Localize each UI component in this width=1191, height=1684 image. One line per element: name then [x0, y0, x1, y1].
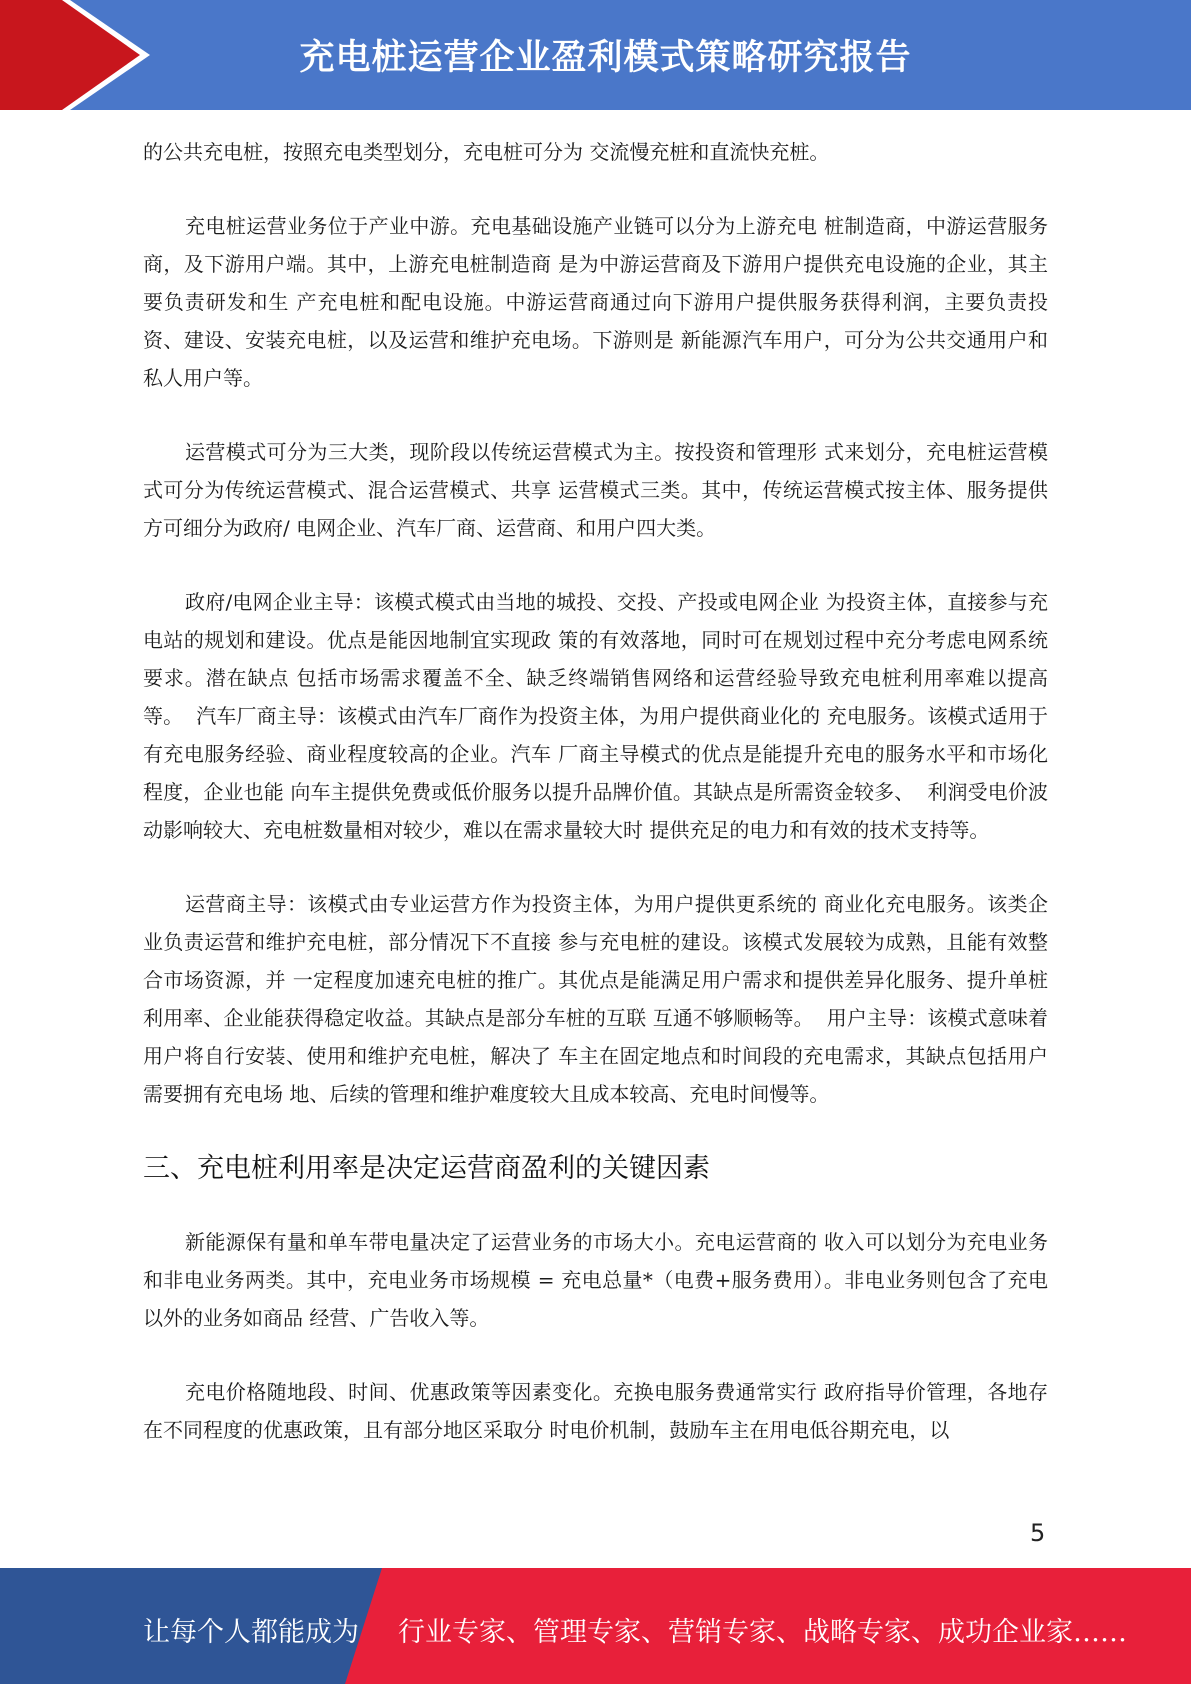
page-footer [0, 1568, 1191, 1684]
paragraph-1: 的公共充电桩，按照充电类型划分，充电桩可分为 交流慢充桩和直流快充桩。 [143, 140, 830, 164]
section-heading: 三、充电桩利用率是决定运营商盈利的关键因素 [143, 1153, 710, 1184]
page-number: 5 [1030, 1519, 1046, 1547]
paragraph-6: 新能源保有量和单车带电量决定了运营业务的市场大小。充电运营商的 收入可以划分为充电业务和非电业务两类。其中，充电业务市场规模 = 充电总量*（电费+服务费用）。非电业务则包含了充电以外的业务如商品 经营、广告收入等。 [143, 1230, 1048, 1330]
paragraph-4: 政府/电网企业主导：该模式模式由当地的城投、交投、产投或电网企业 为投资主体，直接参与充电站的规划和建设。优点是能因地制宜实现政 策的有效落地，同时可在规划过程中充分考虑电网系统要求。潜在缺点 包括市场需求覆盖不全、缺乏终端销售网络和运营经验导致充电桩利用率难以提高等。 汽车厂商主导：该模式由汽车厂商作为投资主体，为用户提供商业化的 充电服务。该模式适用于有充电服务经验、商业程度较高的企业。汽车 厂商主导模式的优点是能提升充电的服务水平和市场化程度，企业也能 向车主提供免费或低价服务以提升品牌价值。其缺点是所需资金较多、 利润受电价波动影响较大、充电桩数量相对较少，难以在需求量较大时 提供充足的电力和有效的技术支持等。 [143, 590, 1048, 842]
report-title: 充电桩运营企业盈利模式策略研究报告 [299, 38, 912, 78]
paragraph-3: 运营模式可分为三大类，现阶段以传统运营模式为主。按投资和管理形 式来划分，充电桩运营模式可分为传统运营模式、混合运营模式、共享 运营模式三类。其中，传统运营模式按主体、服务提供方可细分为政府/ 电网企业、汽车厂商、运营商、和用户四大类。 [143, 440, 1048, 540]
paragraph-5: 运营商主导：该模式由专业运营方作为投资主体，为用户提供更系统的 商业化充电服务。该类企业负责运营和维护充电桩，部分情况下不直接 参与充电桩的建设。该模式发展较为成熟，且能有效整合市场资源，并 一定程度加速充电桩的推广。其优点是能满足用户需求和提供差异化服务、提升单桩利用率、企业能获得稳定收益。其缺点是部分车桩的互联 互通不够顺畅等。 用户主导：该模式意味着用户将自行安装、使用和维护充电桩，解决了 车主在固定地点和时间段的充电需求，其缺点包括用户需要拥有充电场 地、后续的管理和维护难度较大且成本较高、充电时间慢等。 [143, 892, 1048, 1106]
footer-slogan-right: 行业专家、管理专家、营销专家、战略专家、成功企业家…… [398, 1617, 1127, 1648]
document-body [143, 133, 1048, 1485]
paragraph-2: 充电桩运营业务位于产业中游。充电基础设施产业链可以分为上游充电 桩制造商，中游运营服务商，及下游用户端。其中，上游充电桩制造商 是为中游运营商及下游用户提供充电设施的企业，其主要负责研发和生 产充电桩和配电设施。中游运营商通过向下游用户提供服务获得利润，主要负责投资、建设、安装充电桩，以及运营和维护充电场。下游则是 新能源汽车用户，可分为公共交通用户和私人用户等。 [143, 214, 1048, 390]
paragraph-7: 充电价格随地段、时间、优惠政策等因素变化。充换电服务费通常实行 政府指导价管理，各地存在不同程度的优惠政策，且有部分地区采取分 时电价机制，鼓励车主在用电低谷期充电，以 [143, 1380, 1048, 1442]
page-header [0, 0, 1191, 110]
footer-slogan-left: 让每个人都能成为 [143, 1617, 359, 1648]
